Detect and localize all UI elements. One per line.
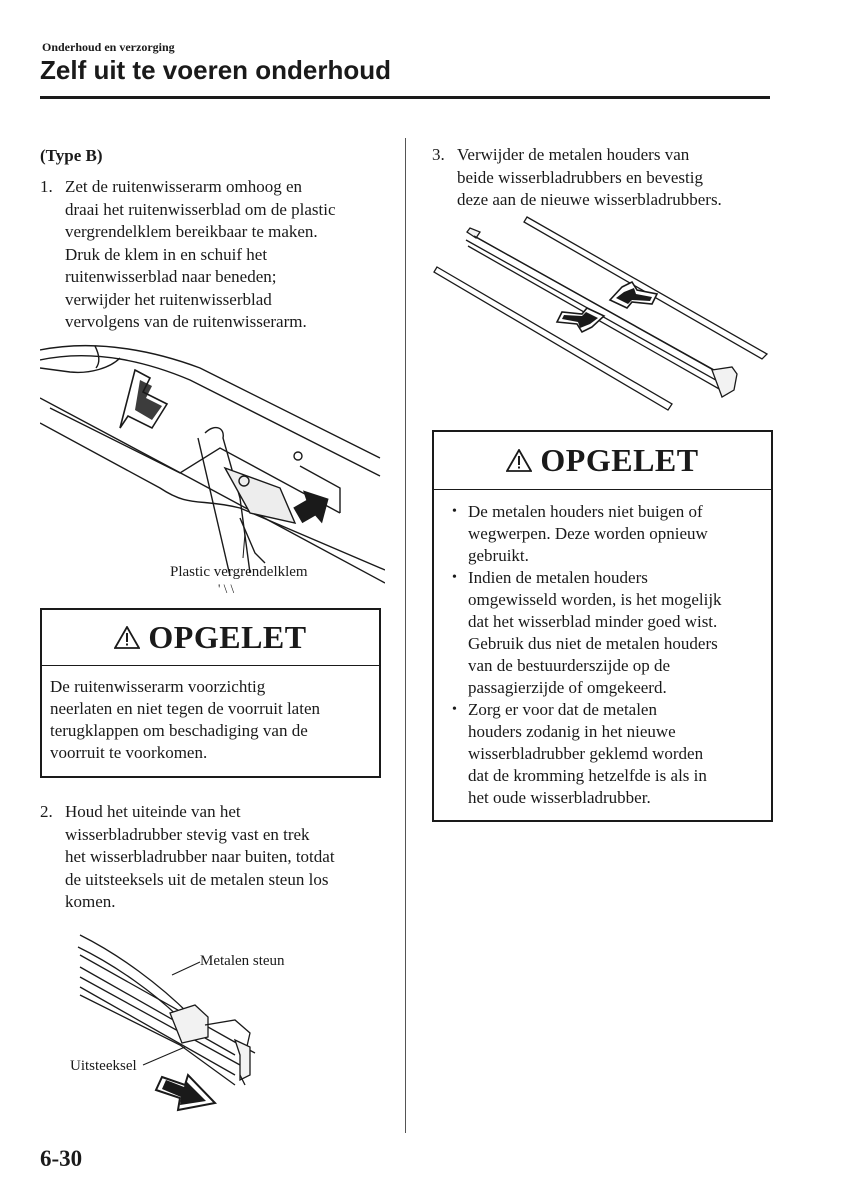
figure-label-metal-support: Metalen steun (200, 953, 285, 969)
bullet-item (446, 567, 765, 699)
caution-header (434, 432, 771, 490)
text-line: wisserbladrubber stevig vast en trek (65, 824, 310, 844)
step-text (457, 144, 722, 212)
caution-header (42, 610, 379, 666)
text-line: voorruit te voorkomen. (50, 743, 208, 762)
step-number: 2. (40, 802, 53, 821)
metal-holders-illustration (432, 212, 772, 417)
text-line: Druk de klem in en schuif het (65, 244, 268, 264)
warning-triangle-icon (114, 626, 140, 649)
text-line: Verwijder de metalen houders van (457, 145, 690, 164)
figure-wiper-clip (40, 338, 385, 600)
text-line: van de bestuurderszijde op de (468, 656, 671, 675)
text-line: beide wisserbladrubbers en bevestig (457, 167, 703, 187)
text-line: het wisserbladrubber naar buiten, totdat (65, 847, 335, 866)
text-line: terugklappen om beschadiging van de (50, 721, 308, 740)
text-line: komen. (65, 892, 116, 911)
text-line: passagierzijde of omgekeerd. (468, 678, 667, 697)
caution-body (42, 666, 379, 764)
figure-wiper-rubber (60, 925, 380, 1115)
page-number: 6-30 (40, 1146, 83, 1171)
wiper-clip-illustration (40, 338, 385, 600)
step-number: 1. (40, 177, 53, 196)
text-line: Zet de ruitenwisserarm omhoog en (65, 177, 302, 196)
page-title: Zelf uit te voeren onderhoud (40, 55, 392, 85)
caution-title: OPGELET (540, 442, 699, 478)
bullet-item (446, 699, 765, 809)
text-line: omgewisseld worden, is het mogelijk (468, 590, 722, 609)
caution-bullet-list (446, 501, 765, 809)
text-line: Zorg er voor dat de metalen (468, 700, 657, 719)
step-3 (432, 144, 777, 214)
step-text (65, 801, 335, 914)
text-line: wegwerpen. Deze worden opnieuw (468, 524, 708, 543)
step-number: 3. (432, 145, 445, 164)
type-heading: (Type B) (40, 146, 103, 165)
caution-box (432, 430, 773, 822)
bullet-dot-icon: • (452, 504, 457, 519)
column-divider (405, 138, 406, 1133)
text-line: De metalen houders niet buigen of (468, 502, 703, 521)
text-line: verwijder het ruitenwisserblad (65, 289, 272, 309)
step-1 (40, 176, 390, 336)
text-line: de uitsteeksels uit de metalen steun los (65, 869, 329, 889)
warning-triangle-icon (506, 449, 532, 472)
text-line: het oude wisserbladrubber. (468, 788, 651, 807)
figure-label-protrusion: Uitsteeksel (70, 1058, 137, 1074)
header-rule (40, 96, 770, 99)
text-line: De ruitenwisserarm voorzichtig (50, 677, 266, 696)
figure-metal-holders (432, 212, 772, 417)
section-label: Onderhoud en verzorging (42, 40, 175, 54)
figure-marks: ' \ \ (218, 581, 235, 596)
step-text (65, 176, 336, 334)
step-2 (40, 801, 390, 916)
text-line: vergrendelklem bereikbaar te maken. (65, 222, 318, 241)
text-line: gebruikt. (468, 546, 529, 565)
text-line: dat de kromming hetzelfde is als in (468, 766, 707, 785)
text-line: neerlaten en niet tegen de voorruit laten (50, 699, 320, 718)
bullet-item (446, 501, 765, 567)
figure-label-plastic-clip: Plastic vergrendelklem (170, 564, 308, 580)
caution-body (434, 490, 771, 809)
text-line: vervolgens van de ruitenwisserarm. (65, 312, 307, 331)
text-line: Indien de metalen houders (468, 568, 648, 587)
text-line: Houd het uiteinde van het (65, 802, 241, 821)
text-line: deze aan de nieuwe wisserbladrubbers. (457, 190, 722, 209)
text-line: ruitenwisserblad naar beneden; (65, 267, 277, 286)
bullet-dot-icon: • (452, 570, 457, 585)
text-line: draai het ruitenwisserblad om de plastic (65, 199, 336, 219)
bullet-dot-icon: • (452, 702, 457, 717)
text-line: dat het wisserblad minder goed wist. (468, 612, 718, 631)
text-line: wisserbladrubber geklemd worden (468, 744, 704, 763)
text-line: Gebruik dus niet de metalen houders (468, 634, 718, 653)
caution-box (40, 608, 381, 778)
caution-title: OPGELET (148, 619, 307, 655)
text-line: houders zodanig in het nieuwe (468, 722, 676, 741)
